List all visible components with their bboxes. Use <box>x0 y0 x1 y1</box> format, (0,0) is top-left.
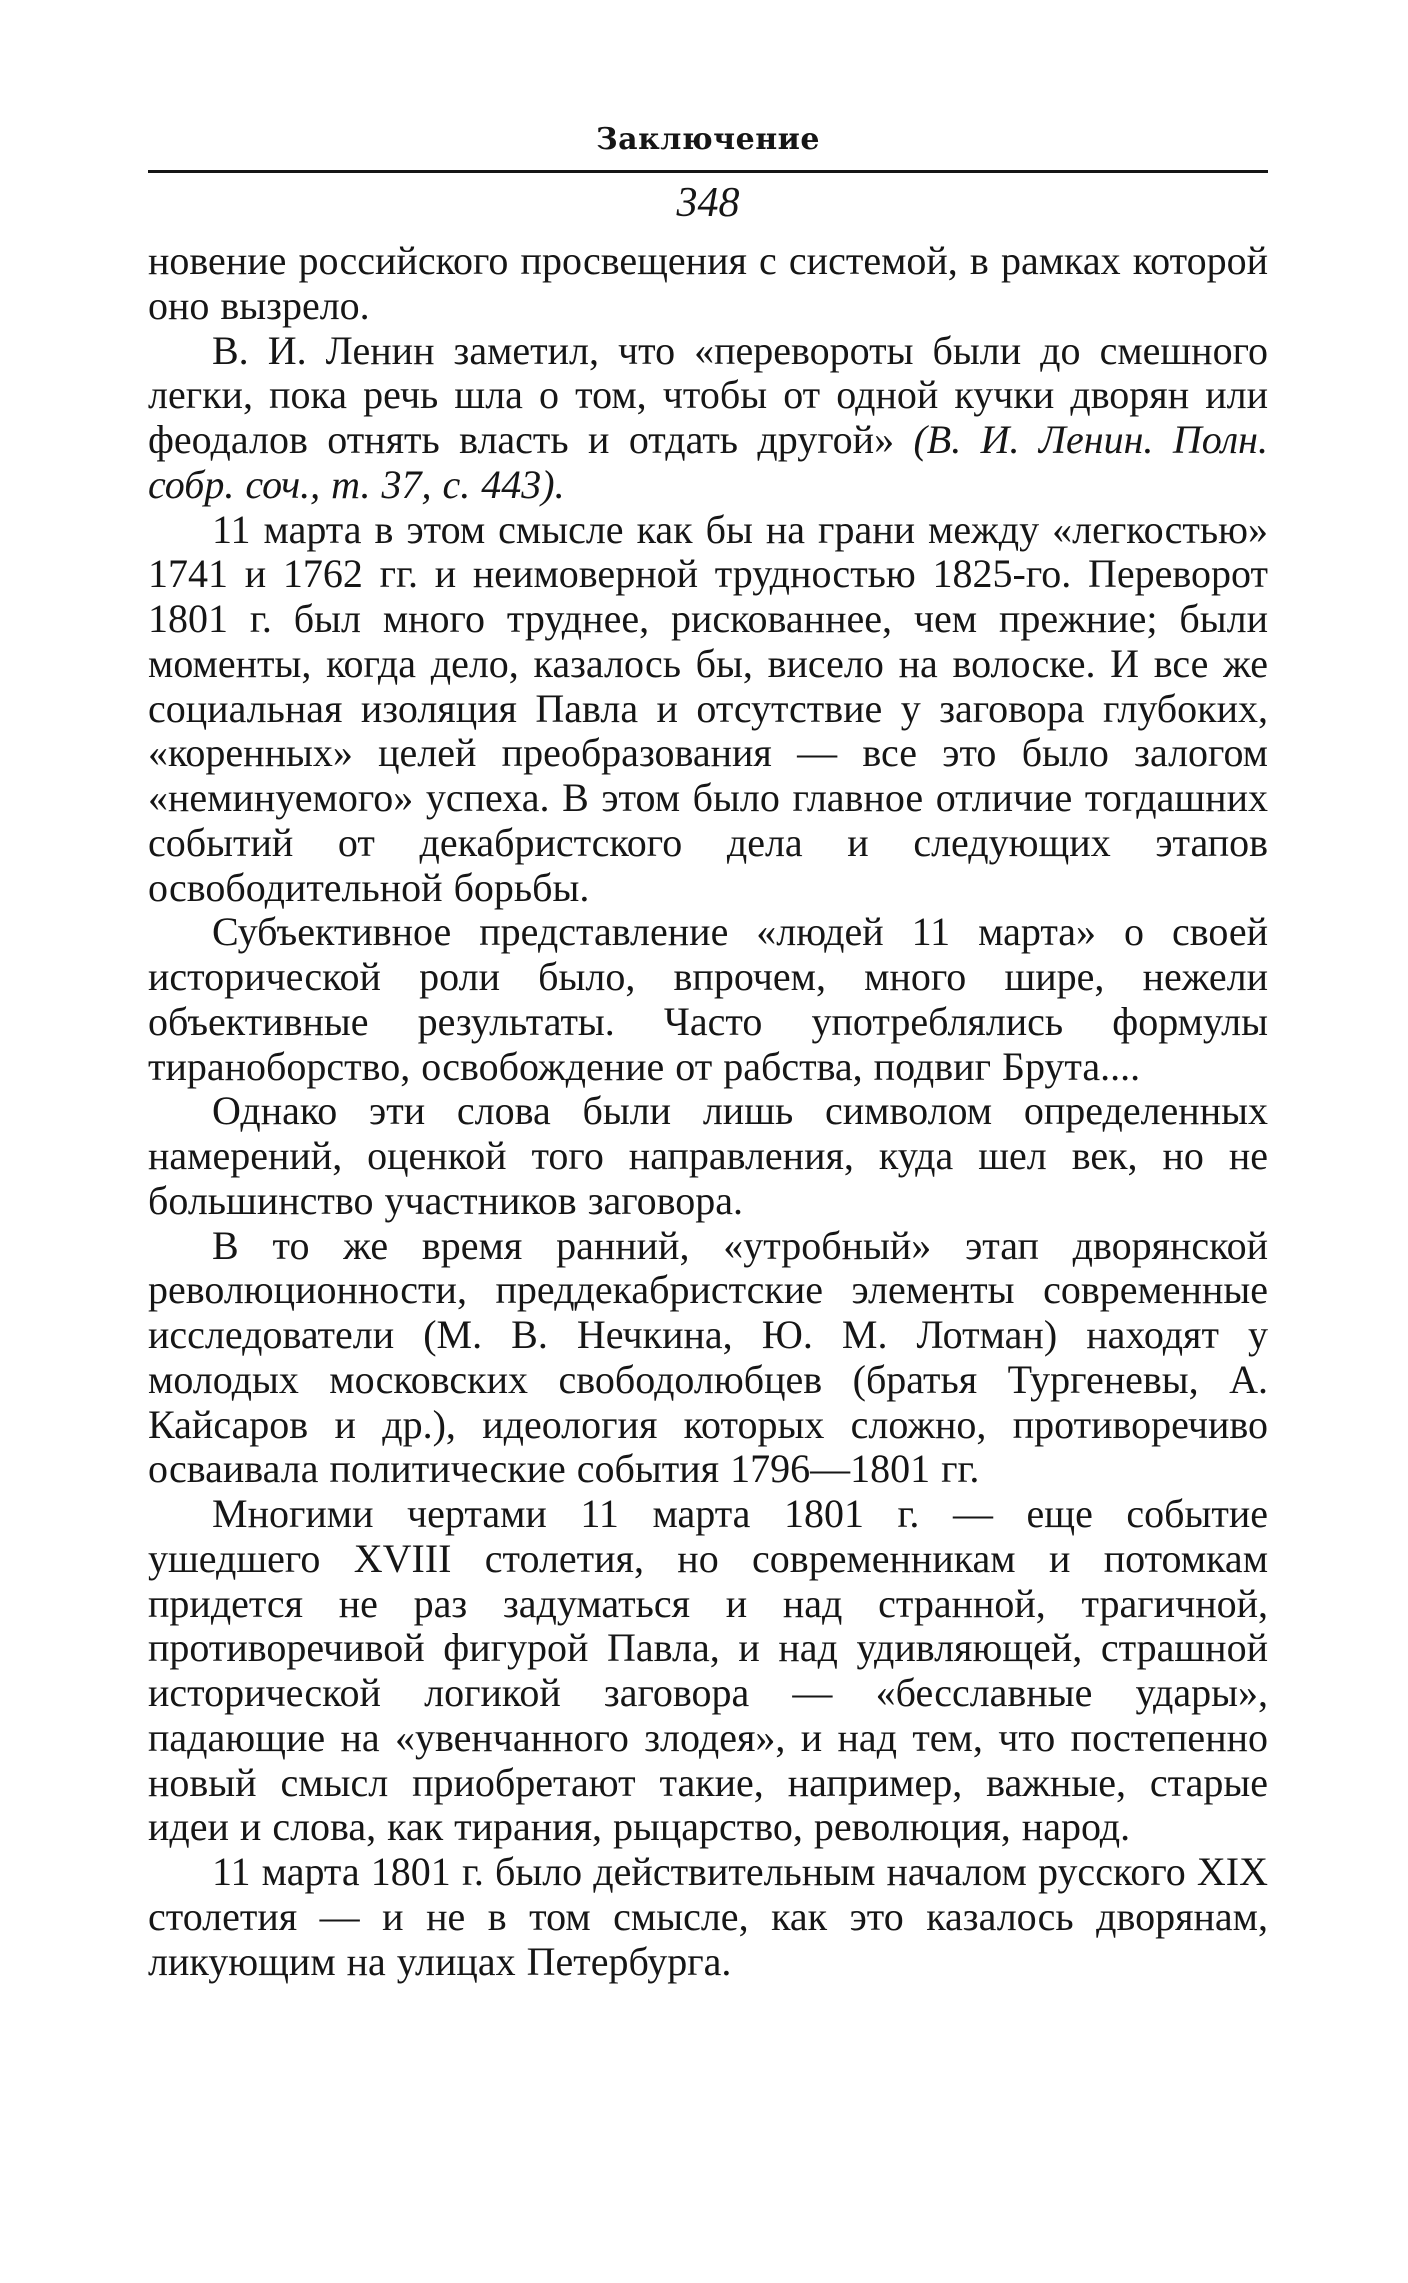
paragraph-4: Субъективное представление «людей 11 марта» о своей исторической роли было, впрочем, много шире, нежели объективные результаты. Часто употреблялись формулы тираноборство, освобождение от рабства, подвиг Брута.... <box>148 909 1268 1089</box>
running-title: Заключение <box>596 122 820 157</box>
paragraph-3: 11 марта в этом смысле как бы на грани между «легкостью» 1741 и 1762 гг. и неимоверной трудностью 1825-го. Переворот 1801 г. был много труднее, рискованнее, чем прежние; были моменты, когда дело, казалось бы, висело на волоске. И все же социальная изоляция Павла и отсутствие у заговора глубоких, «коренных» целей преобразования — все это было залогом «неминуемого» успеха. В этом было главное отличие тогдашних событий от декабристского дела и следующих этапов освободительной борьбы. <box>148 506 1268 910</box>
paragraph-7: Многими чертами 11 марта 1801 г. — еще событие ушедшего XVIII столетия, но современникам и потомкам придется не раз задуматься и над странной, трагичной, противоречивой фигурой Павла, и над удивляющей, страшной исторической логикой заговора — «бесславные удары», падающие на «увенчанного злодея», и над тем, что постепенно новый смысл приобретают такие, например, важные, старые идеи и слова, как тирания, рыцарство, революция, народ. <box>148 1491 1268 1850</box>
paragraph-2-text: В. И. Ленин заметил, что «перевороты были до смешного легки, пока речь шла о том, чтобы от одной кучки дворян или феодалов отнять власть и отдать другой» <box>148 327 1268 462</box>
body-text <box>148 239 1268 1984</box>
lenin-citation: (В. И. Ленин. Полн. собр. соч., т. 37, с. 443). <box>148 417 1268 507</box>
book-page <box>148 120 1268 1984</box>
paragraph-6: В то же время ранний, «утробный» этап дворянской революционности, преддекабристские элементы современные исследователи (М. В. Нечкина, Ю. М. Лотман) находят у молодых московских свободолюбцев (братья Тургеневы, А. Кайсаров и др.), идеология которых сложно, противоречиво осваивала политические события 1796—1801 гг. <box>148 1222 1268 1492</box>
paragraph-2 <box>148 329 1268 508</box>
header-rule <box>148 170 1268 173</box>
paragraph-1: новение российского просвещения с системой, в рамках которой оно вызрело. <box>148 238 1268 328</box>
page-number: 348 <box>676 180 740 226</box>
paragraph-8: 11 марта 1801 г. было действительным началом русского XIX столетия — и не в том смысле, как это казалось дворянам, ликующим на улицах Петербурга. <box>148 1849 1268 1984</box>
paragraph-5: Однако эти слова были лишь символом определенных намерений, оценкой того направления, куда шел век, но не большинство участников заговора. <box>148 1088 1268 1223</box>
